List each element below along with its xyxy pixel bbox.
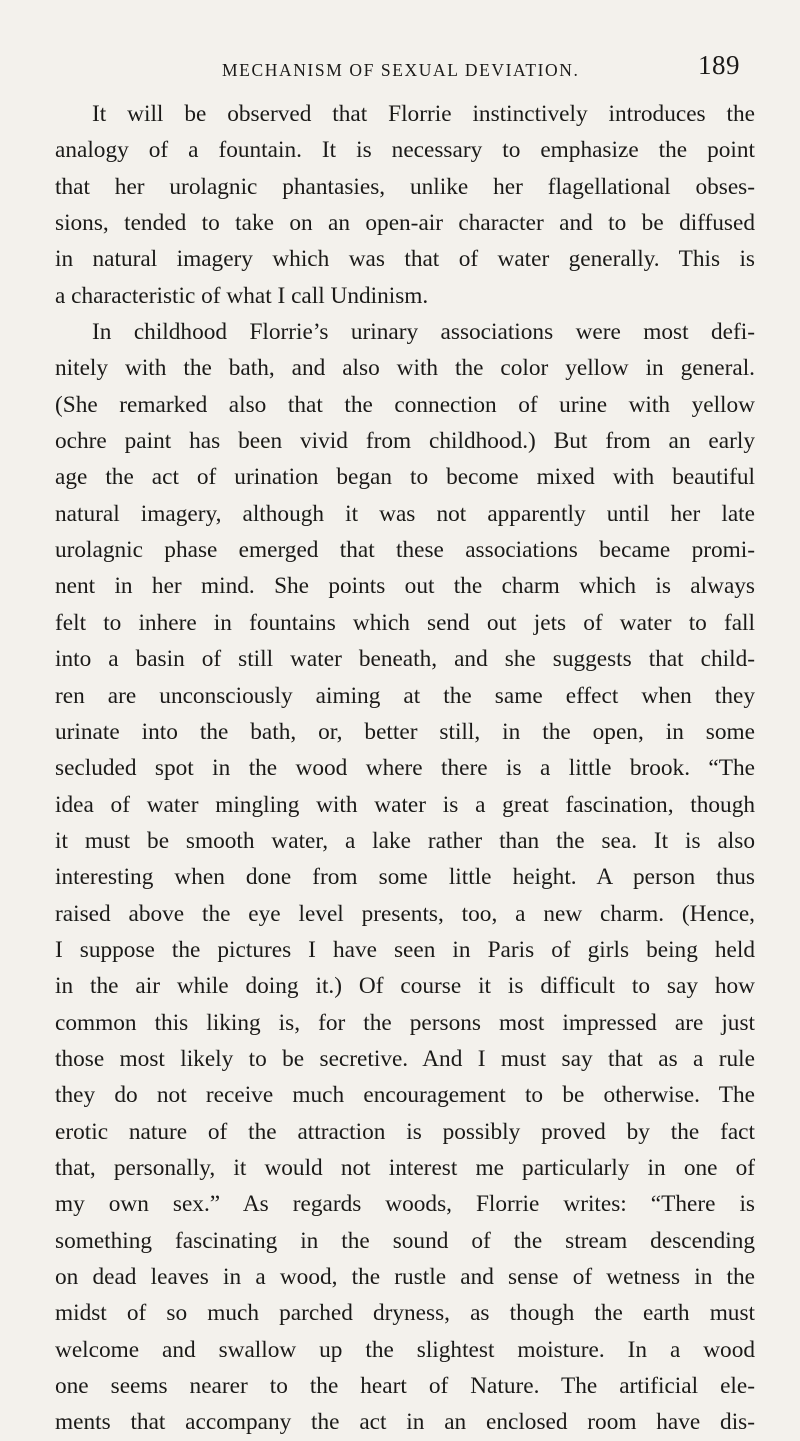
body-text bbox=[55, 96, 755, 1441]
text-line: In childhood Florrie’s urinary associations were most defi- bbox=[92, 319, 755, 346]
text-line: something fascinating in the sound of the stream descending bbox=[55, 1227, 755, 1254]
page-header bbox=[222, 50, 740, 86]
text-line: felt to inhere in fountains which send out jets of water to fall bbox=[55, 609, 755, 636]
text-line: those most likely to be secretive. And I must say that as a rule bbox=[55, 1045, 755, 1072]
text-line: (She remarked also that the connection of urine with yellow bbox=[55, 391, 755, 418]
text-line: a characteristic of what I call Undinism. bbox=[55, 282, 429, 309]
text-line: into a basin of still water beneath, and she suggests that child- bbox=[55, 646, 755, 673]
text-line: sions, tended to take on an open-air character and to be diffused bbox=[55, 210, 755, 237]
text-line: urolagnic phase emerged that these associations became promi- bbox=[55, 537, 755, 564]
paragraph bbox=[55, 314, 755, 1441]
text-line: one seems nearer to the heart of Nature. The artificial ele- bbox=[55, 1373, 755, 1400]
text-line: ments that accompany the act in an enclosed room have dis- bbox=[55, 1409, 755, 1436]
page-number: 189 bbox=[698, 50, 740, 80]
text-line: ren are unconsciously aiming at the same effect when they bbox=[55, 682, 755, 709]
text-line: ochre paint has been vivid from childhood.) But from an early bbox=[55, 428, 755, 455]
text-line: common this liking is, for the persons most impressed are just bbox=[55, 1009, 755, 1036]
text-line: that her urolagnic phantasies, unlike her flagellational obses- bbox=[55, 173, 755, 200]
text-line: idea of water mingling with water is a great fascination, though bbox=[55, 791, 755, 818]
text-line: I suppose the pictures I have seen in Paris of girls being held bbox=[55, 936, 755, 963]
text-line: nent in her mind. She points out the charm which is always bbox=[55, 573, 755, 600]
text-line: that, personally, it would not interest me particularly in one of bbox=[55, 1154, 755, 1181]
text-line: in natural imagery which was that of water generally. This is bbox=[55, 246, 755, 273]
text-line: interesting when done from some little height. A person thus bbox=[55, 864, 755, 891]
text-line: analogy of a fountain. It is necessary to emphasize the point bbox=[55, 137, 755, 164]
text-line: erotic nature of the attraction is possibly proved by the fact bbox=[55, 1118, 755, 1145]
text-line: nitely with the bath, and also with the color yellow in general. bbox=[55, 355, 755, 382]
text-line: they do not receive much encouragement to be otherwise. The bbox=[55, 1082, 755, 1109]
text-line: natural imagery, although it was not apparently until her late bbox=[55, 500, 755, 527]
text-line: urinate into the bath, or, better still, in the open, in some bbox=[55, 718, 755, 745]
paragraph bbox=[55, 96, 755, 314]
text-line: on dead leaves in a wood, the rustle and sense of wetness in the bbox=[55, 1264, 755, 1290]
text-line: it must be smooth water, a lake rather than the sea. It is also bbox=[55, 827, 755, 854]
text-line: in the air while doing it.) Of course it is difficult to say how bbox=[55, 973, 755, 1000]
text-line: It will be observed that Florrie instinctively introduces the bbox=[92, 101, 755, 127]
text-line: raised above the eye level presents, too, a new charm. (Hence, bbox=[55, 900, 755, 927]
text-line: secluded spot in the wood where there is a little brook. “The bbox=[55, 755, 755, 782]
text-line: age the act of urination began to become mixed with beautiful bbox=[55, 464, 755, 491]
text-line: midst of so much parched dryness, as though the earth must bbox=[55, 1300, 755, 1327]
text-line: my own sex.” As regards woods, Florrie writes: “There is bbox=[55, 1191, 755, 1218]
running-head: MECHANISM OF SEXUAL DEVIATION. bbox=[222, 60, 580, 80]
text-line: welcome and swallow up the slightest moisture. In a wood bbox=[55, 1336, 755, 1363]
